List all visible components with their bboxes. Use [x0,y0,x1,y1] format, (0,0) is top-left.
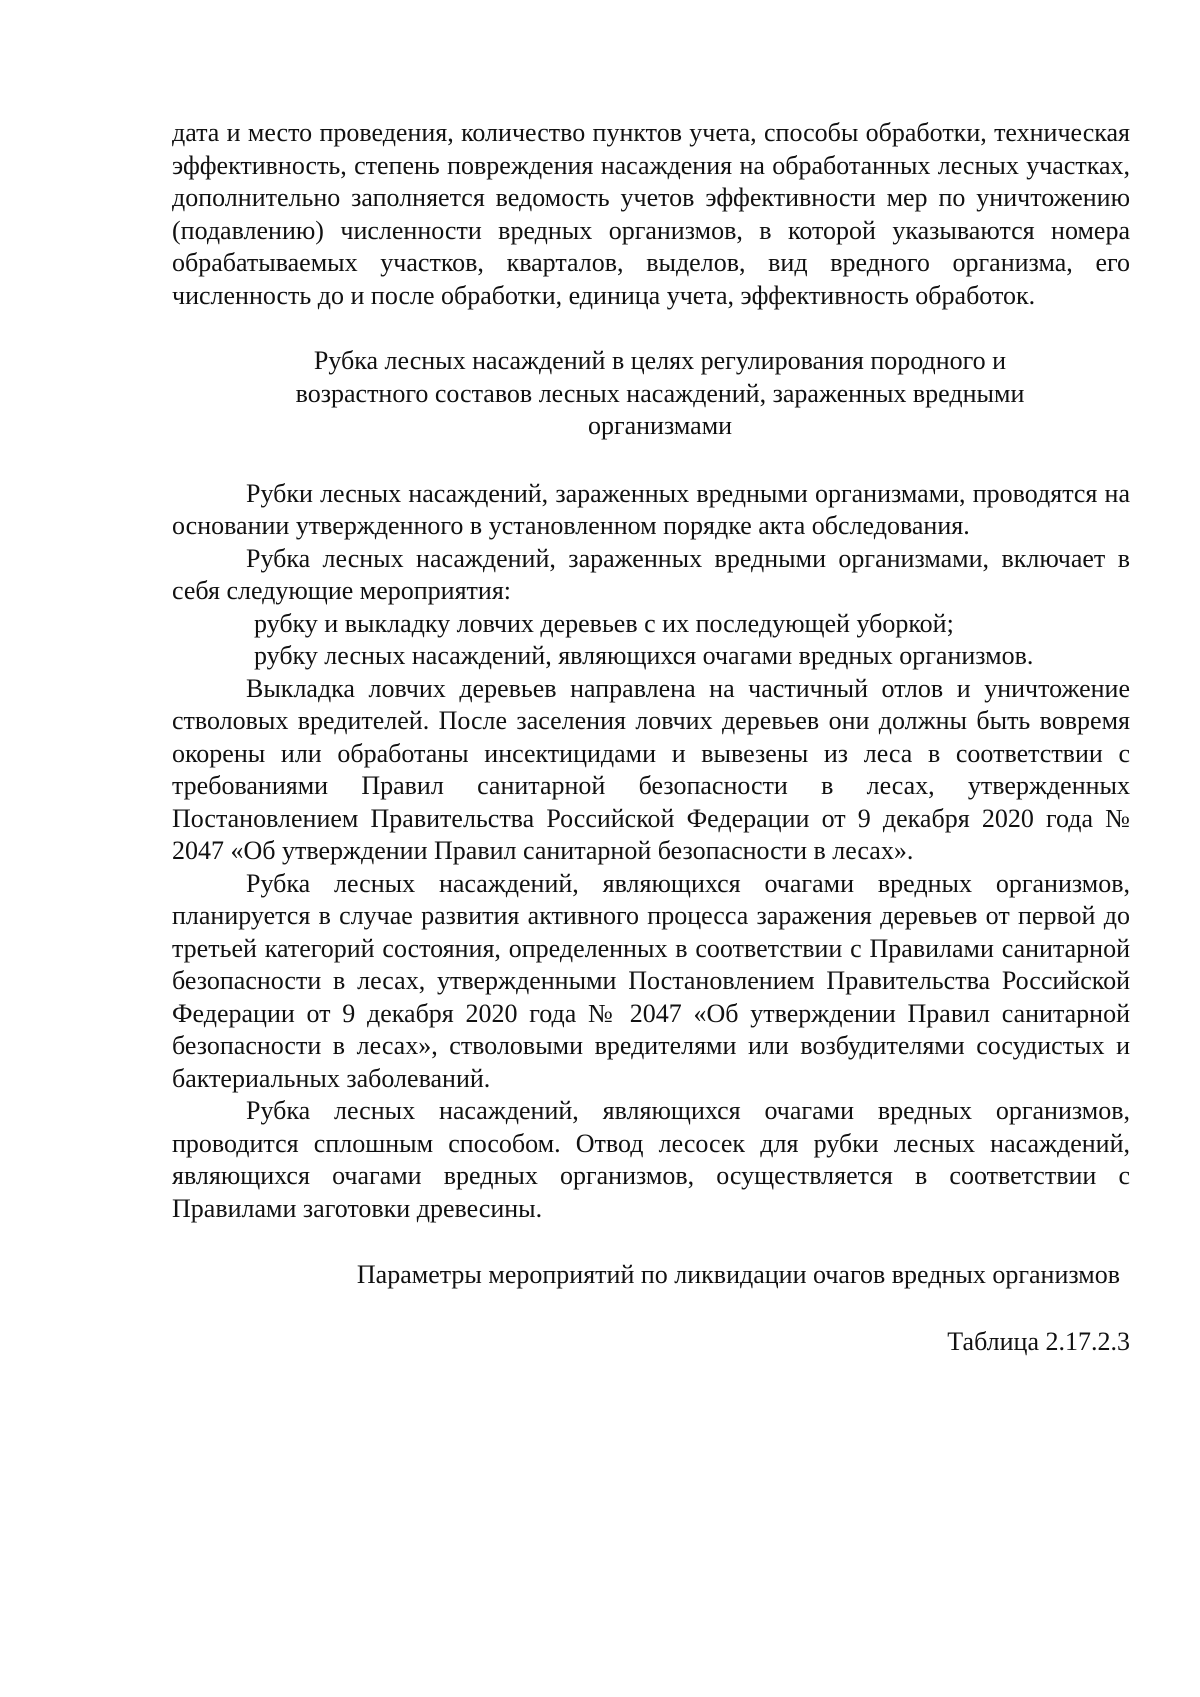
paragraph: Рубка лесных насаждений, являющихся очагами вредных организмов, проводится сплошным способом. Отвод лесосек для рубки лесных насаждений, являющихся очагами вредных организмов, осуществляется в соответствии с Правилами заготовки древесины. [172,1096,1130,1223]
paragraph: Рубка лесных насаждений, зараженных вредными организмами, включает в себя следующие мероприятия: [172,543,1130,605]
paragraph: Рубка лесных насаждений, являющихся очагами вредных организмов, планируется в случае развития активного процесса заражения деревьев от первой до третьей категорий состояния, определенных в соответствии с Правилами санитарной безопасности в лесах, утвержденными Постановлением Правительства Российской Федерации от 9 декабря 2020 года № 2047 «Об утверждении Правил санитарной безопасности в лесах», стволовыми вредителями или возбудителями сосудистых и бактериальных заболеваний. [172,868,1130,1093]
list-item: рубку лесных насаждений, являющихся очагами вредных организмов. [254,641,1034,670]
paragraph: Рубки лесных насаждений, зараженных вредными организмами, проводятся на основании утвержденного в установленном порядке акта обследования. [172,478,1130,540]
params-title: Параметры мероприятий по ликвидации очагов вредных организмов [356,1260,1120,1289]
paragraph-continued: дата и место проведения, количество пунктов учета, способы обработки, техническая эффективность, степень повреждения насаждения на обработанных лесных участках, дополнительно заполняется ведомость учетов эффективности мер по уничтожению (подавлению) численности вредных организмов, в которой указываются номера обрабатываемых участков, кварталов, выделов, вид вредного организма, его численность до и после обработки, единица учета, эффективность обработок. [172,118,1130,310]
document-page [172,117,1130,1358]
section-heading-line: возрастного составов лесных насаждений, зараженных вредными [295,378,1025,408]
section-heading [172,345,1130,443]
paragraph: Выкладка ловчих деревьев направлена на частичный отлов и уничтожение стволовых вредителей. После заселения ловчих деревьев они должны быть вовремя окорены или обработаны инсектицидами и вывезены из леса в соответствии с требованиями Правил санитарной безопасности в лесах, утвержденных Постановлением Правительства Российской Федерации от 9 декабря 2020 года № 2047 «Об утверждении Правил санитарной безопасности в лесах». [172,673,1130,865]
spacer [172,1292,1130,1326]
section-heading-line: организмами [587,411,733,440]
spacer [172,443,1130,478]
list-item: рубку и выкладку ловчих деревьев с их последующей уборкой; [254,608,954,638]
spacer [172,1225,1130,1259]
section-heading-line: Рубка лесных насаждений в целях регулирования породного и [313,346,1007,375]
spacer [172,312,1130,345]
table-label: Таблица 2.17.2.3 [947,1326,1130,1356]
